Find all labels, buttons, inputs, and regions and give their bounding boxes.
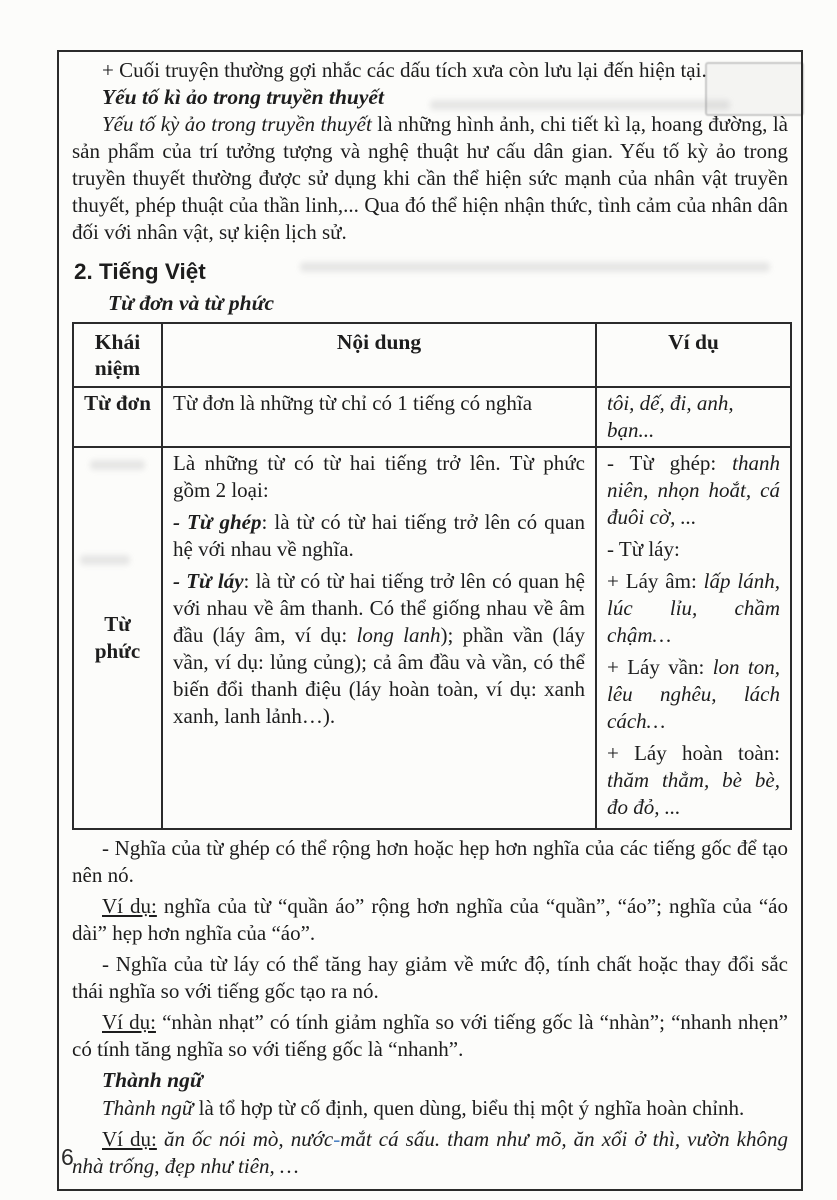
example-label-3: Ví dụ: [102, 1127, 157, 1151]
simple-word-example: tôi, dế, đi, anh, bạn... [596, 387, 791, 447]
legend-ending-note [72, 57, 788, 84]
header-concept: Khái niệm [73, 323, 162, 387]
table-row-simple-word [73, 387, 791, 447]
fantastic-element-body: là những hình ảnh, chi tiết kì lạ, hoang đường, là sản phẩm của trí tưởng tượng và nghệ thuật hư cấu dân gian. Yếu tố kỳ ảo trong truyền thuyết thường được sử dụng khi cần thể hiện sức mạnh của nhân vật truyền thuyết, phép thuật của thần linh,... Qua đó thể hiện nhận thức, tình cảm của nhân dân đối với nhân vật, sự kiện lịch sử. [72, 112, 788, 244]
word-types-table [72, 322, 792, 830]
compound-meaning-note: - Nghĩa của từ ghép có thể rộng hơn hoặc hẹp hơn nghĩa của các tiếng gốc để tạo nên nó. [72, 836, 788, 887]
initial-reduplication-items: lấp lánh, lúc lỉu, chầm chậm… [607, 569, 780, 647]
legend-ending-note-text: + Cuối truyện thường gợi nhắc các dấu tích xưa còn lưu lại đến hiện tại. [102, 58, 707, 82]
initial-reduplication-examples [607, 568, 780, 649]
notes-section [72, 835, 788, 1180]
table-header-row [73, 323, 791, 387]
complex-word-concept: Từ phức [73, 447, 162, 829]
rhyme-reduplication-label: + Láy vần: [607, 655, 705, 679]
header-content: Nội dung [162, 323, 596, 387]
compound-meaning-example [72, 893, 788, 947]
reduplicative-def-text-2: ); phần vần (láy vần, ví dụ: lủng củng); cả âm đầu và vần, có thể biến đổi thanh điệu (láy hoàn toàn, ví dụ: xanh xanh, lanh lảnh…). [173, 623, 586, 728]
reduplicative-word-label: - Từ láy [173, 569, 244, 593]
idiom-heading: Thành ngữ [102, 1068, 203, 1092]
reduplicative-examples-label: - Từ láy: [607, 537, 680, 561]
rhyme-reduplication-examples [607, 654, 780, 735]
initial-reduplication-label: + Láy âm: [607, 569, 697, 593]
idiom-def-text: là tổ hợp từ cố định, quen dùng, biểu thị một ý nghĩa hoàn chỉnh. [193, 1096, 745, 1120]
rhyme-reduplication-items: lon ton, lêu nghêu, lách cách… [607, 655, 780, 733]
table-row-complex-word [73, 447, 791, 829]
complex-word-intro: Là những từ có từ hai tiếng trở lên. Từ phức gồm 2 loại: [173, 451, 585, 502]
full-reduplication-label: + Láy hoàn toàn: [607, 741, 780, 765]
idiom-examples-part1: ăn ốc nói mò, nước [156, 1127, 334, 1151]
example-label-1: Ví dụ: [102, 894, 157, 918]
compound-examples [607, 450, 780, 531]
subtitle-tu-don-va-tu-phuc: Từ đơn và từ phức [108, 291, 275, 315]
reduplicative-meaning-example [72, 1009, 788, 1063]
compound-word-label: - Từ ghép [173, 510, 262, 534]
compound-examples-items: thanh niên, nhọn hoắt, cá đuôi cờ, ... [607, 451, 780, 529]
fantastic-element-lead: Yếu tố kỳ ảo trong truyền thuyết [102, 112, 372, 136]
reduplicative-def-text-1: : là từ có từ hai tiếng trở lên có quan hệ với nhau về âm thanh. Có thể giống nhau về âm đầu (láy âm, ví dụ: [173, 569, 585, 647]
page-number: 6 [61, 1144, 74, 1170]
compound-word-def-text: : là từ có từ hai tiếng trở lên có quan hệ với nhau về nghĩa. [173, 510, 585, 561]
reduplicative-def-example: long lanh [356, 623, 441, 647]
full-reduplication-items: thăm thẳm, bè bè, đo đỏ, ... [607, 768, 780, 819]
compound-examples-label: - Từ ghép: [607, 451, 717, 475]
simple-word-concept: Từ đơn [73, 387, 162, 447]
example-text-1: nghĩa của từ “quần áo” rộng hơn nghĩa của “quần”, “áo”; nghĩa của “áo dài” hẹp hơn nghĩa của “áo”. [72, 894, 788, 945]
simple-word-content: Từ đơn là những từ chỉ có 1 tiếng có nghĩa [162, 387, 596, 447]
section-title-tieng-viet: 2. Tiếng Việt [74, 259, 206, 284]
fantastic-element-paragraph [72, 111, 788, 246]
reduplicative-meaning-note: - Nghĩa của từ láy có thể tăng hay giảm về mức độ, tính chất hoặc thay đổi sắc thái nghĩa so với tiếng gốc tạo ra nó. [72, 952, 788, 1003]
idiom-lead: Thành ngữ [102, 1096, 194, 1120]
example-text-2: “nhàn nhạt” có tính giảm nghĩa so với tiếng gốc là “nhàn”; “nhanh nhẹn” có tính tăng nghĩa so với tiếng gốc là “nhanh”. [72, 1010, 788, 1061]
content-frame [57, 50, 803, 1191]
idiom-examples-part2: mắt cá sấu. tham như mõ, ăn xổi ở thì, vườn không nhà trống, đẹp như tiên, … [72, 1127, 788, 1178]
fantastic-element-heading: Yếu tố kì ảo trong truyền thuyết [102, 85, 384, 109]
header-example: Ví dụ [596, 323, 791, 387]
idiom-examples [72, 1126, 788, 1180]
reduplicative-word-definition [173, 568, 585, 730]
compound-word-definition [173, 509, 585, 563]
complex-word-content [162, 447, 596, 829]
full-reduplication-examples [607, 740, 780, 821]
pen-mark-artifact: - [333, 1127, 341, 1151]
idiom-definition [72, 1095, 788, 1122]
complex-word-examples [596, 447, 791, 829]
example-label-2: Ví dụ: [102, 1010, 156, 1034]
